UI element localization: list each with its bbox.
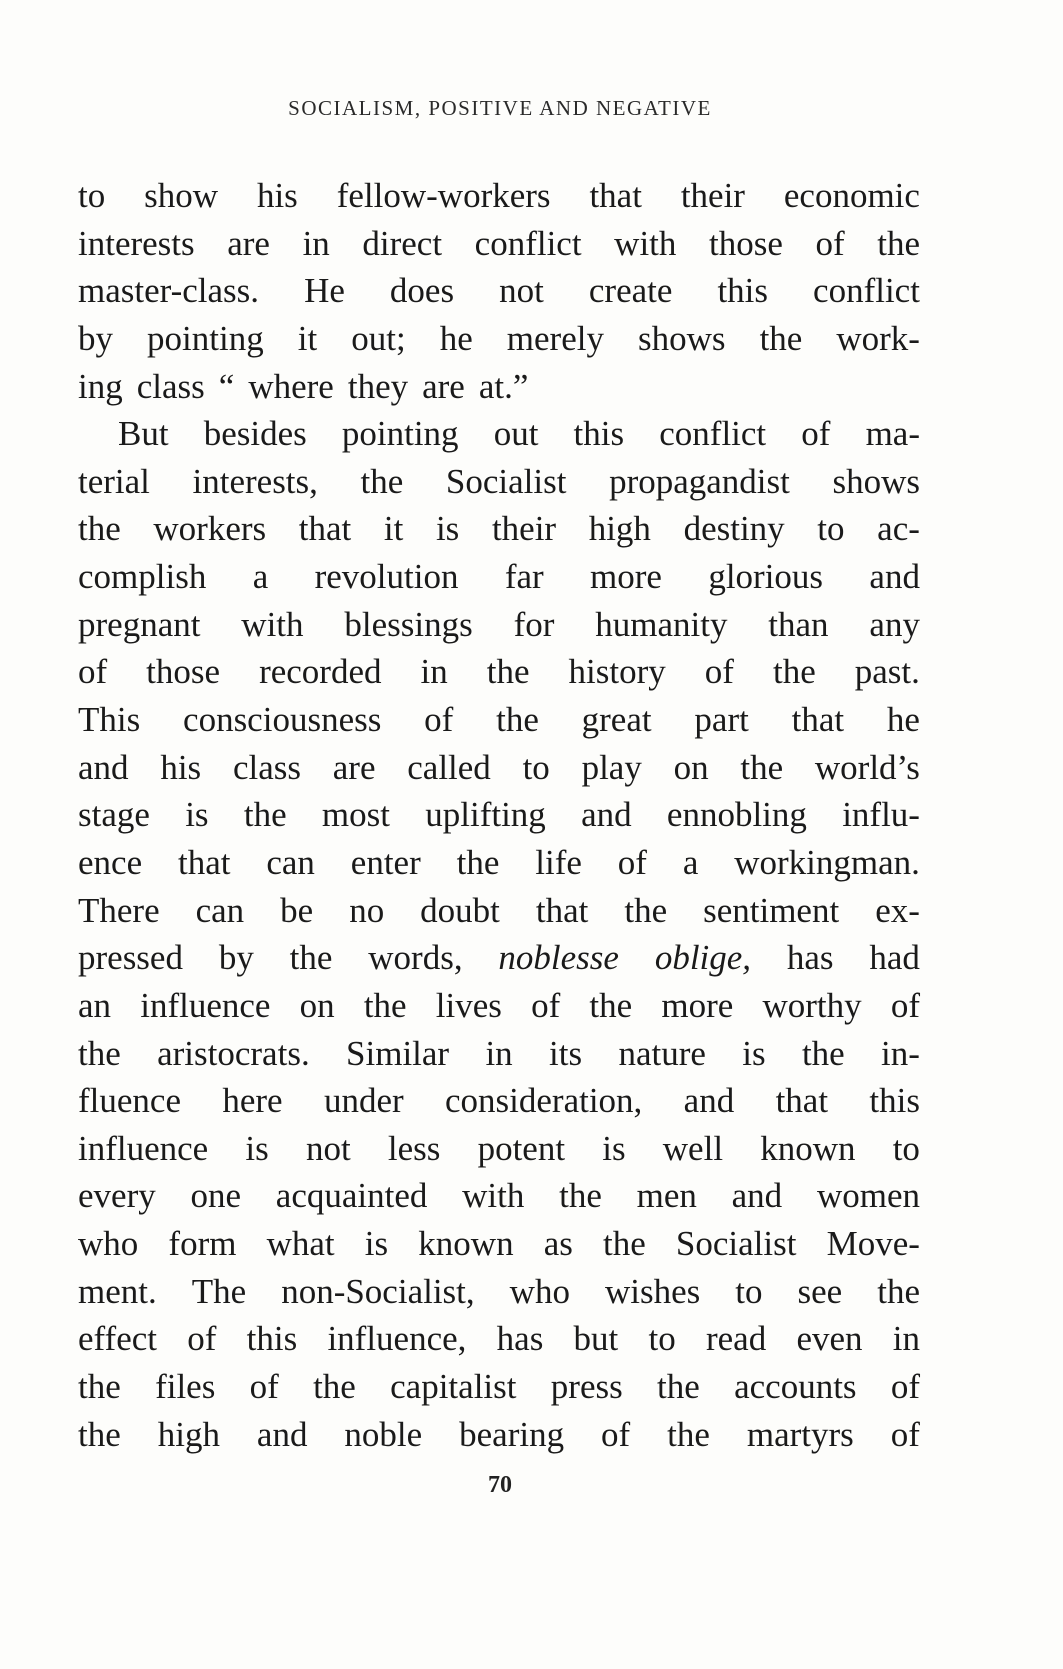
word: well xyxy=(662,1128,724,1168)
word: This xyxy=(78,700,141,740)
word: wishes xyxy=(604,1271,701,1311)
word: of xyxy=(531,985,561,1025)
word: the xyxy=(289,938,333,978)
word: their xyxy=(491,509,557,549)
word: known xyxy=(418,1224,514,1264)
word: out xyxy=(493,414,539,454)
text-line xyxy=(78,1030,920,1078)
word: this xyxy=(573,414,625,454)
word: class xyxy=(136,366,205,406)
word: a xyxy=(252,557,269,597)
word: form xyxy=(168,1224,237,1264)
word: to xyxy=(892,1128,920,1168)
word: sentiment xyxy=(703,890,840,930)
word: with xyxy=(614,223,677,263)
word: blessings xyxy=(344,604,473,644)
word: and xyxy=(731,1176,783,1216)
word: the xyxy=(313,1367,356,1407)
word: ment. xyxy=(78,1271,157,1311)
word: it xyxy=(383,509,404,549)
word: are xyxy=(227,223,270,263)
word: the xyxy=(363,985,407,1025)
word: see xyxy=(797,1271,843,1311)
word: at.” xyxy=(478,366,529,406)
word: play xyxy=(581,747,642,787)
word: every xyxy=(78,1176,156,1216)
word: men xyxy=(636,1176,697,1216)
word: to xyxy=(648,1319,676,1359)
word: in xyxy=(892,1319,920,1359)
word: the xyxy=(456,842,500,882)
word: a xyxy=(682,842,699,882)
text-line xyxy=(78,410,920,458)
word: stage xyxy=(78,795,150,835)
word: high xyxy=(588,509,651,549)
word: influence, xyxy=(327,1319,467,1359)
word: of xyxy=(801,414,831,454)
word: in- xyxy=(881,1033,920,1073)
word: the xyxy=(486,652,530,692)
word: ex- xyxy=(875,890,920,930)
word: are xyxy=(422,366,465,406)
word: Socialist xyxy=(675,1224,797,1264)
word: worthy xyxy=(762,985,862,1025)
word: less xyxy=(387,1128,441,1168)
word: destiny xyxy=(683,509,785,549)
word: direct xyxy=(362,223,443,263)
text-line xyxy=(78,363,920,411)
word: high xyxy=(157,1414,220,1454)
word: here xyxy=(222,1081,283,1121)
text-line xyxy=(78,791,920,839)
word: bearing xyxy=(459,1414,565,1454)
text-line xyxy=(78,172,920,220)
word: the xyxy=(78,509,121,549)
word: in xyxy=(302,223,330,263)
word: where xyxy=(248,366,334,406)
word: is xyxy=(364,1224,389,1264)
word: great xyxy=(581,700,652,740)
word: part xyxy=(694,700,749,740)
word: is xyxy=(185,795,209,835)
word: Socialist xyxy=(445,461,567,501)
word: work- xyxy=(836,318,920,358)
word: and xyxy=(581,795,632,835)
word: does xyxy=(389,271,455,311)
word: are xyxy=(332,747,376,787)
word: this xyxy=(717,271,769,311)
word: effect xyxy=(78,1319,158,1359)
word: the xyxy=(667,1414,710,1454)
word: out; xyxy=(351,318,406,358)
text-line xyxy=(78,696,920,744)
word: has xyxy=(786,938,834,978)
word: they xyxy=(347,366,409,406)
word: influence xyxy=(140,985,271,1025)
word: one xyxy=(190,1176,242,1216)
text-line xyxy=(78,1315,920,1363)
word: than xyxy=(768,604,829,644)
word: the xyxy=(657,1367,700,1407)
word: create xyxy=(588,271,673,311)
text-line xyxy=(78,1268,920,1316)
word: “ xyxy=(218,366,235,406)
word: what xyxy=(266,1224,335,1264)
word: complish xyxy=(78,557,207,597)
word: words, xyxy=(368,938,463,978)
word: any xyxy=(869,604,920,644)
word: by xyxy=(218,938,254,978)
text-line xyxy=(78,505,920,553)
word: enter xyxy=(350,842,421,882)
word: has xyxy=(496,1319,544,1359)
word: of xyxy=(78,652,108,692)
word: But xyxy=(118,414,169,454)
word: the xyxy=(78,1414,121,1454)
text-line xyxy=(78,1172,920,1220)
word: their xyxy=(680,176,745,215)
word: to xyxy=(78,176,106,215)
word: The xyxy=(191,1271,247,1311)
word: is xyxy=(742,1033,766,1073)
text-line xyxy=(78,1411,920,1459)
word: nature xyxy=(618,1033,706,1073)
word: of xyxy=(424,700,454,740)
word: the xyxy=(772,652,816,692)
word: pregnant xyxy=(78,604,201,644)
word: this xyxy=(869,1081,920,1121)
word: in xyxy=(420,652,448,692)
word: uplifting xyxy=(425,795,546,835)
word: can xyxy=(266,842,315,882)
word: can xyxy=(195,890,245,930)
word: but xyxy=(573,1319,619,1359)
text-line xyxy=(78,839,920,887)
word: under xyxy=(323,1081,404,1121)
italic-word: oblige, xyxy=(654,938,752,978)
word: propagandist xyxy=(609,461,790,501)
word: glorious xyxy=(708,557,824,597)
word: the xyxy=(603,1224,646,1264)
page-number: 70 xyxy=(488,1472,512,1498)
word: known xyxy=(760,1128,856,1168)
word: of xyxy=(187,1319,217,1359)
word: workingman. xyxy=(734,842,920,882)
word: shows xyxy=(638,318,726,358)
word: the xyxy=(559,1176,602,1216)
running-header: SOCIALISM, POSITIVE AND NEGATIVE xyxy=(288,96,712,120)
word: this xyxy=(246,1319,298,1359)
word: that xyxy=(775,1081,829,1121)
word: show xyxy=(144,176,219,215)
word: he xyxy=(886,700,920,740)
word: humanity xyxy=(595,604,728,644)
word: who xyxy=(78,1224,139,1264)
word: recorded xyxy=(259,652,382,692)
word: those xyxy=(709,223,783,263)
word: consideration, xyxy=(445,1081,643,1121)
word: noble xyxy=(344,1414,423,1454)
word: the xyxy=(243,795,287,835)
text-line xyxy=(78,1125,920,1173)
word: consciousness xyxy=(183,700,382,740)
word: conflict xyxy=(474,223,582,263)
word: the xyxy=(877,223,920,263)
word: ma- xyxy=(865,414,920,454)
word: those xyxy=(146,652,221,692)
word: files xyxy=(155,1367,216,1407)
word: martyrs xyxy=(746,1414,854,1454)
word: that xyxy=(791,700,845,740)
word: capitalist xyxy=(390,1367,517,1407)
word: terial xyxy=(78,461,150,501)
word: had xyxy=(869,938,920,978)
word: non-Socialist, xyxy=(281,1271,475,1311)
word: that xyxy=(535,890,589,930)
word: is xyxy=(602,1128,626,1168)
word: and xyxy=(683,1081,735,1121)
word: interests xyxy=(78,223,195,263)
word: Move- xyxy=(826,1224,920,1264)
word: not xyxy=(499,271,544,311)
word: press xyxy=(550,1367,623,1407)
word: There xyxy=(78,890,160,930)
word: ing xyxy=(78,366,123,406)
word: lives xyxy=(435,985,502,1025)
word: economic xyxy=(783,176,920,215)
word: the xyxy=(360,461,404,501)
word: world’s xyxy=(814,747,920,787)
word: on xyxy=(299,985,335,1025)
word: interests, xyxy=(192,461,318,501)
word: fluence xyxy=(78,1081,181,1121)
word: women xyxy=(816,1176,920,1216)
word: far xyxy=(504,557,544,597)
word: of xyxy=(890,1367,920,1407)
word: most xyxy=(321,795,390,835)
word: and xyxy=(256,1414,308,1454)
word: the xyxy=(740,747,784,787)
word: is xyxy=(245,1128,269,1168)
word: doubt xyxy=(420,890,500,930)
word: fellow-workers xyxy=(336,176,551,215)
word: of xyxy=(601,1414,631,1454)
word: Similar xyxy=(346,1033,450,1073)
word: for xyxy=(513,604,555,644)
word: to xyxy=(817,509,845,549)
text-line xyxy=(78,744,920,792)
text-line xyxy=(78,1077,920,1125)
word: conflict xyxy=(659,414,767,454)
word: and xyxy=(869,557,920,597)
word: that xyxy=(298,509,352,549)
word: to xyxy=(735,1271,763,1311)
word: history xyxy=(568,652,666,692)
word: no xyxy=(349,890,385,930)
word: the xyxy=(78,1367,121,1407)
word: on xyxy=(673,747,709,787)
word: He xyxy=(304,271,345,311)
word: workers xyxy=(153,509,267,549)
word: by xyxy=(78,318,113,358)
text-line xyxy=(78,982,920,1030)
word: it xyxy=(297,318,318,358)
word: of xyxy=(890,1414,920,1454)
text-line xyxy=(78,267,920,315)
text-line xyxy=(78,648,920,696)
word: to xyxy=(522,747,550,787)
text-line xyxy=(78,1220,920,1268)
text-line xyxy=(78,458,920,506)
word: conflict xyxy=(813,271,920,311)
word: past. xyxy=(854,652,920,692)
word: of xyxy=(704,652,734,692)
word: in xyxy=(485,1033,513,1073)
word: more xyxy=(661,985,734,1025)
word: potent xyxy=(477,1128,566,1168)
word: that xyxy=(177,842,231,882)
word: ennobling xyxy=(666,795,807,835)
word: the xyxy=(624,890,668,930)
word: called xyxy=(407,747,491,787)
word: acquainted xyxy=(275,1176,428,1216)
word: be xyxy=(280,890,314,930)
word: influ- xyxy=(842,795,920,835)
word: more xyxy=(590,557,662,597)
word: who xyxy=(509,1271,570,1311)
text-line xyxy=(78,934,920,982)
word: and xyxy=(78,747,129,787)
word: even xyxy=(796,1319,863,1359)
word: with xyxy=(241,604,304,644)
text-line xyxy=(78,553,920,601)
word: of xyxy=(815,223,845,263)
word: with xyxy=(462,1176,525,1216)
word: the xyxy=(759,318,803,358)
italic-word: noblesse xyxy=(498,938,619,978)
word: his xyxy=(256,176,298,215)
text-line xyxy=(78,887,920,935)
word: influence xyxy=(78,1128,209,1168)
word: not xyxy=(305,1128,351,1168)
body-text xyxy=(78,172,920,1458)
word: of xyxy=(890,985,920,1025)
word: his xyxy=(160,747,202,787)
word: aristocrats. xyxy=(157,1033,310,1073)
word: an xyxy=(78,985,112,1025)
word: of xyxy=(249,1367,279,1407)
word: its xyxy=(549,1033,583,1073)
word: merely xyxy=(506,318,604,358)
word: revolution xyxy=(314,557,459,597)
word: the xyxy=(801,1033,845,1073)
word: the xyxy=(78,1033,121,1073)
word: pointing xyxy=(341,414,459,454)
word: ac- xyxy=(877,509,920,549)
word: shows xyxy=(832,461,920,501)
text-line xyxy=(78,220,920,268)
word: the xyxy=(496,700,539,740)
word: class xyxy=(232,747,301,787)
text-line xyxy=(78,601,920,649)
word: as xyxy=(543,1224,573,1264)
word: life xyxy=(535,842,582,882)
word: the xyxy=(877,1271,920,1311)
word: is xyxy=(435,509,460,549)
word: ence xyxy=(78,842,143,882)
word: pressed xyxy=(78,938,183,978)
word: read xyxy=(705,1319,767,1359)
word: the xyxy=(589,985,633,1025)
word: of xyxy=(617,842,647,882)
word: besides xyxy=(203,414,307,454)
text-line xyxy=(78,315,920,363)
word: that xyxy=(589,176,642,215)
word: master-class. xyxy=(78,271,260,311)
word: accounts xyxy=(734,1367,857,1407)
text-line xyxy=(78,1363,920,1411)
word: he xyxy=(439,318,473,358)
word: pointing xyxy=(147,318,264,358)
